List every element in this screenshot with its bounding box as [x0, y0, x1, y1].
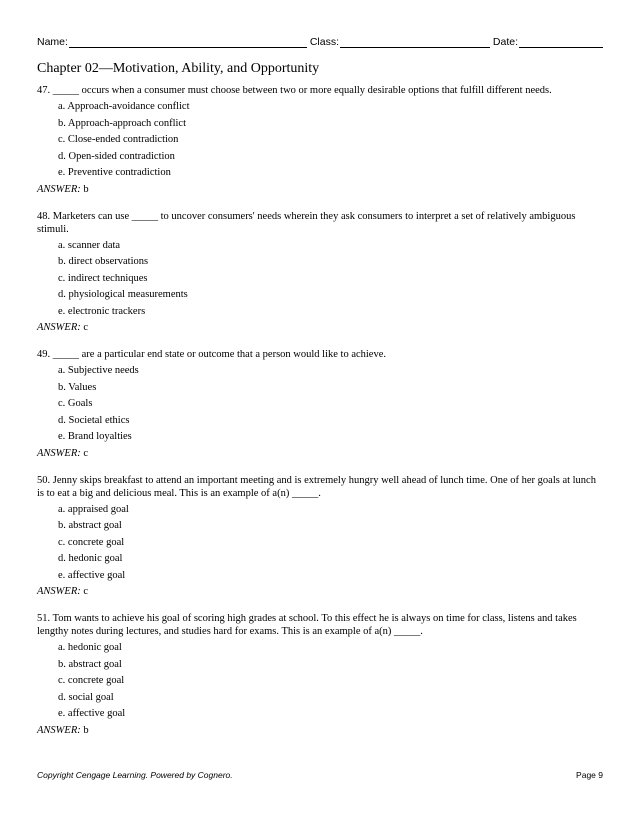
- question-number: 51.: [37, 613, 51, 624]
- answer-option: a. hedonic goal: [58, 642, 122, 653]
- question-text: Jenny skips breakfast to attend an important meeting and is extremely hungry well ahead of lunch time. One of her goals at lunch is to eat a big and delicious meal. This is an example of a(n) _____.: [37, 474, 596, 499]
- answer-option: e. electronic trackers: [58, 305, 146, 317]
- question-stem: [37, 612, 597, 638]
- question-stem: [37, 210, 597, 236]
- answer-option: b. abstract goal: [58, 658, 122, 670]
- option-list: [37, 363, 597, 446]
- question-text: _____ are a particular end state or outcome that a person would like to achieve.: [52, 349, 387, 360]
- question-item: [37, 474, 597, 599]
- answer-label: ANSWER:: [37, 183, 81, 195]
- question-item: [37, 210, 597, 335]
- answer-option: e. Preventive contradiction: [58, 167, 171, 178]
- answer-option: c. concrete goal: [58, 536, 125, 548]
- answer-line: [37, 585, 597, 598]
- chapter-title: Chapter 02—Motivation, Ability, and Opportunity: [37, 61, 320, 76]
- answer-label: ANSWER:: [37, 724, 81, 736]
- answer-option: a. scanner data: [58, 239, 121, 251]
- copyright-text: Copyright Cengage Learning. Powered by Cognero.: [37, 770, 233, 780]
- answer-option: b. direct observations: [58, 256, 149, 267]
- answer-value: c: [83, 586, 89, 597]
- answer-option: d. physiological measurements: [58, 289, 188, 300]
- answer-option: c. indirect techniques: [58, 272, 148, 284]
- answer-option: c. Close-ended contradiction: [58, 134, 179, 145]
- answer-line: [37, 321, 597, 334]
- question-item: [37, 612, 597, 737]
- page-footer: [37, 770, 603, 780]
- answer-option: d. Societal ethics: [58, 414, 130, 426]
- student-info-header: [37, 36, 603, 48]
- answer-option: b. abstract goal: [58, 520, 122, 531]
- question-text: _____ occurs when a consumer must choose between two or more equally desirable options that fulfill different needs.: [52, 85, 552, 96]
- answer-option: e. affective goal: [58, 708, 126, 719]
- answer-option: e. Brand loyalties: [58, 431, 132, 442]
- answer-option: b. Values: [58, 381, 97, 393]
- answer-label: ANSWER:: [37, 586, 81, 597]
- answer-value: c: [83, 322, 89, 333]
- question-stem: [37, 348, 597, 361]
- question-number: 49.: [37, 349, 51, 360]
- answer-option: c. concrete goal: [58, 675, 125, 686]
- name-field[interactable]: [69, 36, 307, 48]
- answer-option: d. hedonic goal: [58, 553, 123, 564]
- answer-label: ANSWER:: [37, 322, 81, 333]
- question-item: [37, 348, 597, 460]
- question-number: 48.: [37, 210, 51, 222]
- answer-option: e. affective goal: [58, 569, 126, 581]
- date-label: Date:: [492, 36, 519, 48]
- date-field[interactable]: [519, 36, 603, 48]
- answer-line: [37, 183, 597, 196]
- answer-line: [37, 724, 597, 737]
- answer-option: d. social goal: [58, 691, 114, 703]
- answer-value: c: [83, 447, 89, 459]
- answer-option: b. Approach-approach conflict: [58, 117, 186, 129]
- option-list: [37, 640, 597, 723]
- question-text: Marketers can use _____ to uncover consumers' needs wherein they ask consumers to interpret a set of relatively ambiguous stimuli.: [37, 210, 576, 235]
- answer-label: ANSWER:: [37, 447, 81, 459]
- answer-value: b: [83, 724, 89, 736]
- question-number: 47.: [37, 85, 51, 96]
- class-label: Class:: [309, 36, 339, 48]
- option-list: [37, 99, 597, 182]
- class-field[interactable]: [340, 36, 490, 48]
- answer-option: a. Approach-avoidance conflict: [58, 101, 190, 112]
- page-number: Page 9: [576, 770, 603, 780]
- question-stem: [37, 84, 597, 97]
- answer-line: [37, 447, 597, 460]
- question-text: Tom wants to achieve his goal of scoring high grades at school. To this effect he is always on time for class, listens and takes lengthy notes during lectures, and studies hard for exams. This is an example of a(n) _____.: [37, 613, 577, 637]
- question-number: 50.: [37, 474, 51, 486]
- question-item: [37, 84, 597, 196]
- answer-option: d. Open-sided contradiction: [58, 150, 175, 162]
- option-list: [37, 238, 597, 321]
- answer-option: a. Subjective needs: [58, 365, 139, 376]
- question-stem: [37, 474, 597, 500]
- question-list: [37, 84, 597, 751]
- answer-option: a. appraised goal: [58, 503, 129, 515]
- name-label: Name:: [37, 36, 68, 48]
- answer-option: c. Goals: [58, 398, 93, 409]
- option-list: [37, 502, 597, 585]
- answer-value: b: [83, 183, 89, 195]
